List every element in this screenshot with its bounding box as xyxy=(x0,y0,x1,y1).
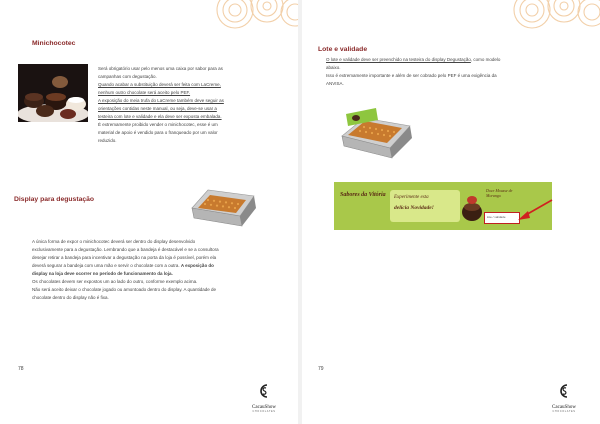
lote-validade-text xyxy=(326,56,566,88)
text-line: Será obrigatório usar pelo menos uma caixa por sabor para as xyxy=(98,66,223,71)
text-line: A única forma de expor o minichocotec deverá ser dentro do display desenvolvido xyxy=(32,239,196,244)
logo-name: CacauShow xyxy=(252,405,276,410)
banner-center-line2: delícia Novidade! xyxy=(394,205,434,211)
decorative-swirl-icon xyxy=(512,0,600,34)
text-line: display na loja deve ocorrer no período de funcionamento da loja. xyxy=(32,271,173,276)
display-with-testeira-image xyxy=(334,106,414,164)
decorative-swirl-icon xyxy=(215,0,298,34)
brand-logo xyxy=(546,382,582,413)
text-line: chocolate dentro do display não é fixa. xyxy=(32,295,109,300)
text-line: Não será aceito deixar o chocolate jogado ou amontoado dentro do display. A quantidade de xyxy=(32,287,217,292)
cs-monogram-icon xyxy=(256,382,272,400)
minichocotec-text xyxy=(98,65,260,145)
text-span: deverá segurar a bandeja com uma mão e servir o chocolate com a outra. xyxy=(32,263,180,268)
page-number: 78 xyxy=(18,366,24,372)
logo-name: CacauShow xyxy=(552,405,576,410)
text-line xyxy=(326,56,566,64)
banner-center xyxy=(390,190,460,222)
text-line: orientações contidas neste manual, ou seja, deve-se usar a xyxy=(98,106,217,111)
brand-logo xyxy=(246,382,282,413)
section-title-lote-validade: Lote e validade xyxy=(318,46,368,53)
text-line: abaixo. xyxy=(326,65,341,70)
text-line: Isso é extremamente importante e além de ser cobrado pelo PEF é uma exigência da xyxy=(326,73,497,78)
truffle-photo xyxy=(460,192,484,222)
chocolates-photo xyxy=(18,64,88,122)
left-page xyxy=(0,0,298,424)
bold-span: A exposição do xyxy=(180,263,214,268)
right-page xyxy=(302,0,600,424)
text-line: desejar retirar a bandeja para incentivar a degustação na porta da loja é possível, porém ela xyxy=(32,255,217,260)
section-title-display-degustacao: Display para degustação xyxy=(14,196,95,203)
section-title-minichocotec: Minichocotec xyxy=(32,40,76,47)
text-line xyxy=(32,262,272,270)
text-line: campanhas com degustação. xyxy=(98,74,157,79)
text-line: material de apoio é vendido para o franqueado por um valor xyxy=(98,130,218,135)
text-line: A exposição do meia trufa do LaCreme também deve seguir as xyxy=(98,98,224,103)
text-line: nenhum outro chocolate será aceito pelo PEF. xyxy=(98,90,191,95)
tasting-display-image xyxy=(184,186,258,232)
banner-center-line1: Experimente esta xyxy=(394,195,429,200)
red-arrow-icon xyxy=(514,196,554,224)
text-line: testeira com lote e validade e ela deve ser exposta embalada. xyxy=(98,114,222,119)
text-line: É extremamente proibido vender o minichocotec, esse é um xyxy=(98,122,218,127)
cs-monogram-icon xyxy=(556,382,572,400)
text-line: Os chocolates devem ser expostos um ao lado do outro, conforme exemplo acima. xyxy=(32,279,198,284)
banner-left-text: Sabores da Vitória xyxy=(340,192,386,198)
text-line: ANVISA. xyxy=(326,81,344,86)
text-line: exclusivamente para a degustação. Lembrando que a bandeja é destacável e se a consultora xyxy=(32,247,219,252)
display-degustacao-text xyxy=(32,238,272,302)
logo-sub: CHOCOLATES xyxy=(252,410,276,413)
logo-sub: CHOCOLATES xyxy=(552,410,576,413)
page-number: 79 xyxy=(318,366,324,372)
underlined-span: O lote e validade deve ser preenchido na testeira do display Degustação xyxy=(326,57,471,62)
lote-validade-label-text: lote / validade xyxy=(487,215,506,219)
text-line: reduzido. xyxy=(98,138,117,143)
banner-right-text: Doce Mousse de Morango xyxy=(486,188,513,198)
text-line: Quando acabar a substituição deverá ser feita com LaCreme, xyxy=(98,82,221,87)
text-span: , como modelo xyxy=(470,57,501,62)
